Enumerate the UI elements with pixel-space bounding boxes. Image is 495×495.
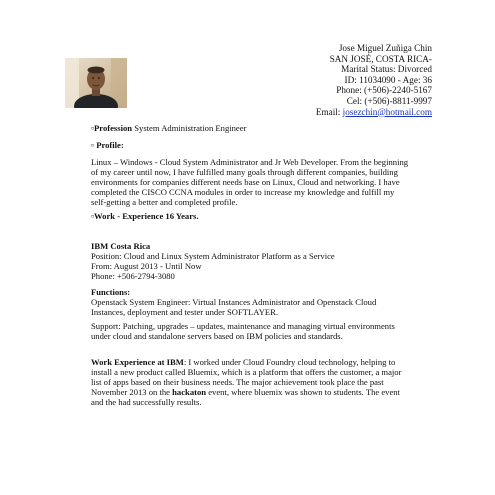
profession-line xyxy=(91,123,411,133)
experience-text xyxy=(91,357,411,407)
profession-label: Profession xyxy=(94,123,133,133)
job-position: Position: Cloud and Linux System Administrator Platform as a Service xyxy=(91,251,335,261)
profile-photo xyxy=(65,58,127,108)
profile-body xyxy=(91,157,411,207)
experience-text-part-2: event, where bluemix was shown to students. The event and the had successfully results. xyxy=(91,387,400,407)
profile-photo-image xyxy=(65,58,127,108)
job-dates: From: August 2013 - Until Now xyxy=(91,261,202,271)
functions-text: Openstack System Engineer: Virtual Instances Administrator and Openstack Cloud Instances, deployment and tester under SOFTLAYER. xyxy=(91,297,377,317)
bullet-icon: ▫ xyxy=(91,123,95,133)
contact-name: Jose Miguel Zuñiga Chin xyxy=(338,43,432,53)
functions-block xyxy=(91,287,411,317)
profile-text: Linux – Windows - Cloud System Administrator and Jr Web Developer. From the beginning of my career until now, I have fulfilled many goals through different companies, building environments for companies different needs base on Linux, Cloud and networking. I have completed the CISCO CCNA modules in order to increase my knowledge and fulfill my self-getting a better and completed profile. xyxy=(91,157,409,207)
contact-id-age: ID: 11034090 - Age: 36 xyxy=(344,74,432,85)
job-company: IBM Costa Rica xyxy=(91,241,151,251)
job-phone: Phone: +506-2794-3080 xyxy=(91,271,175,281)
experience-text-part-1: : I worked under Cloud Foundry cloud technology, helping to install a new product called Bluemix, which is a platform that offers the customer, a major list of apps based on their business needs. The major achievement took place the past November 2013 on the xyxy=(91,357,402,397)
bullet-icon: ▫ xyxy=(91,211,95,221)
contact-location: SAN JOSÉ, COSTA RICA- xyxy=(329,53,432,64)
contact-block xyxy=(192,43,432,117)
profile-heading xyxy=(91,140,411,150)
experience-hackaton: hackaton xyxy=(172,387,207,397)
job-ibm xyxy=(91,241,411,281)
contact-email-line xyxy=(192,107,432,118)
experience-block xyxy=(91,357,411,407)
contact-email-label: Email: xyxy=(315,106,341,117)
profession-value: System Administration Engineer xyxy=(132,123,247,133)
support-block xyxy=(91,321,411,341)
profile-section xyxy=(91,140,411,150)
bullet-icon: ▫ xyxy=(91,140,95,150)
contact-marital-status: Marital Status: Divorced xyxy=(341,64,432,75)
work-section xyxy=(91,211,411,221)
contact-phone: Phone: (+506)-2240-5167 xyxy=(336,85,432,96)
profession-section xyxy=(91,123,411,133)
experience-label: Work Experience at IBM xyxy=(91,357,184,367)
contact-cel: Cel: (+506)-8811-9997 xyxy=(346,95,432,106)
support-text: Support: Patching, upgrades – updates, maintenance and managing virtual environments under cloud and standalone servers based on IBM policies and standards. xyxy=(91,321,395,341)
work-label: Work - Experience 16 Years. xyxy=(94,211,199,221)
functions-label: Functions: xyxy=(91,287,131,297)
work-heading xyxy=(91,211,411,221)
contact-email-link[interactable]: josezchin@hotmail.com xyxy=(342,106,432,117)
profile-label: Profile: xyxy=(94,140,124,150)
